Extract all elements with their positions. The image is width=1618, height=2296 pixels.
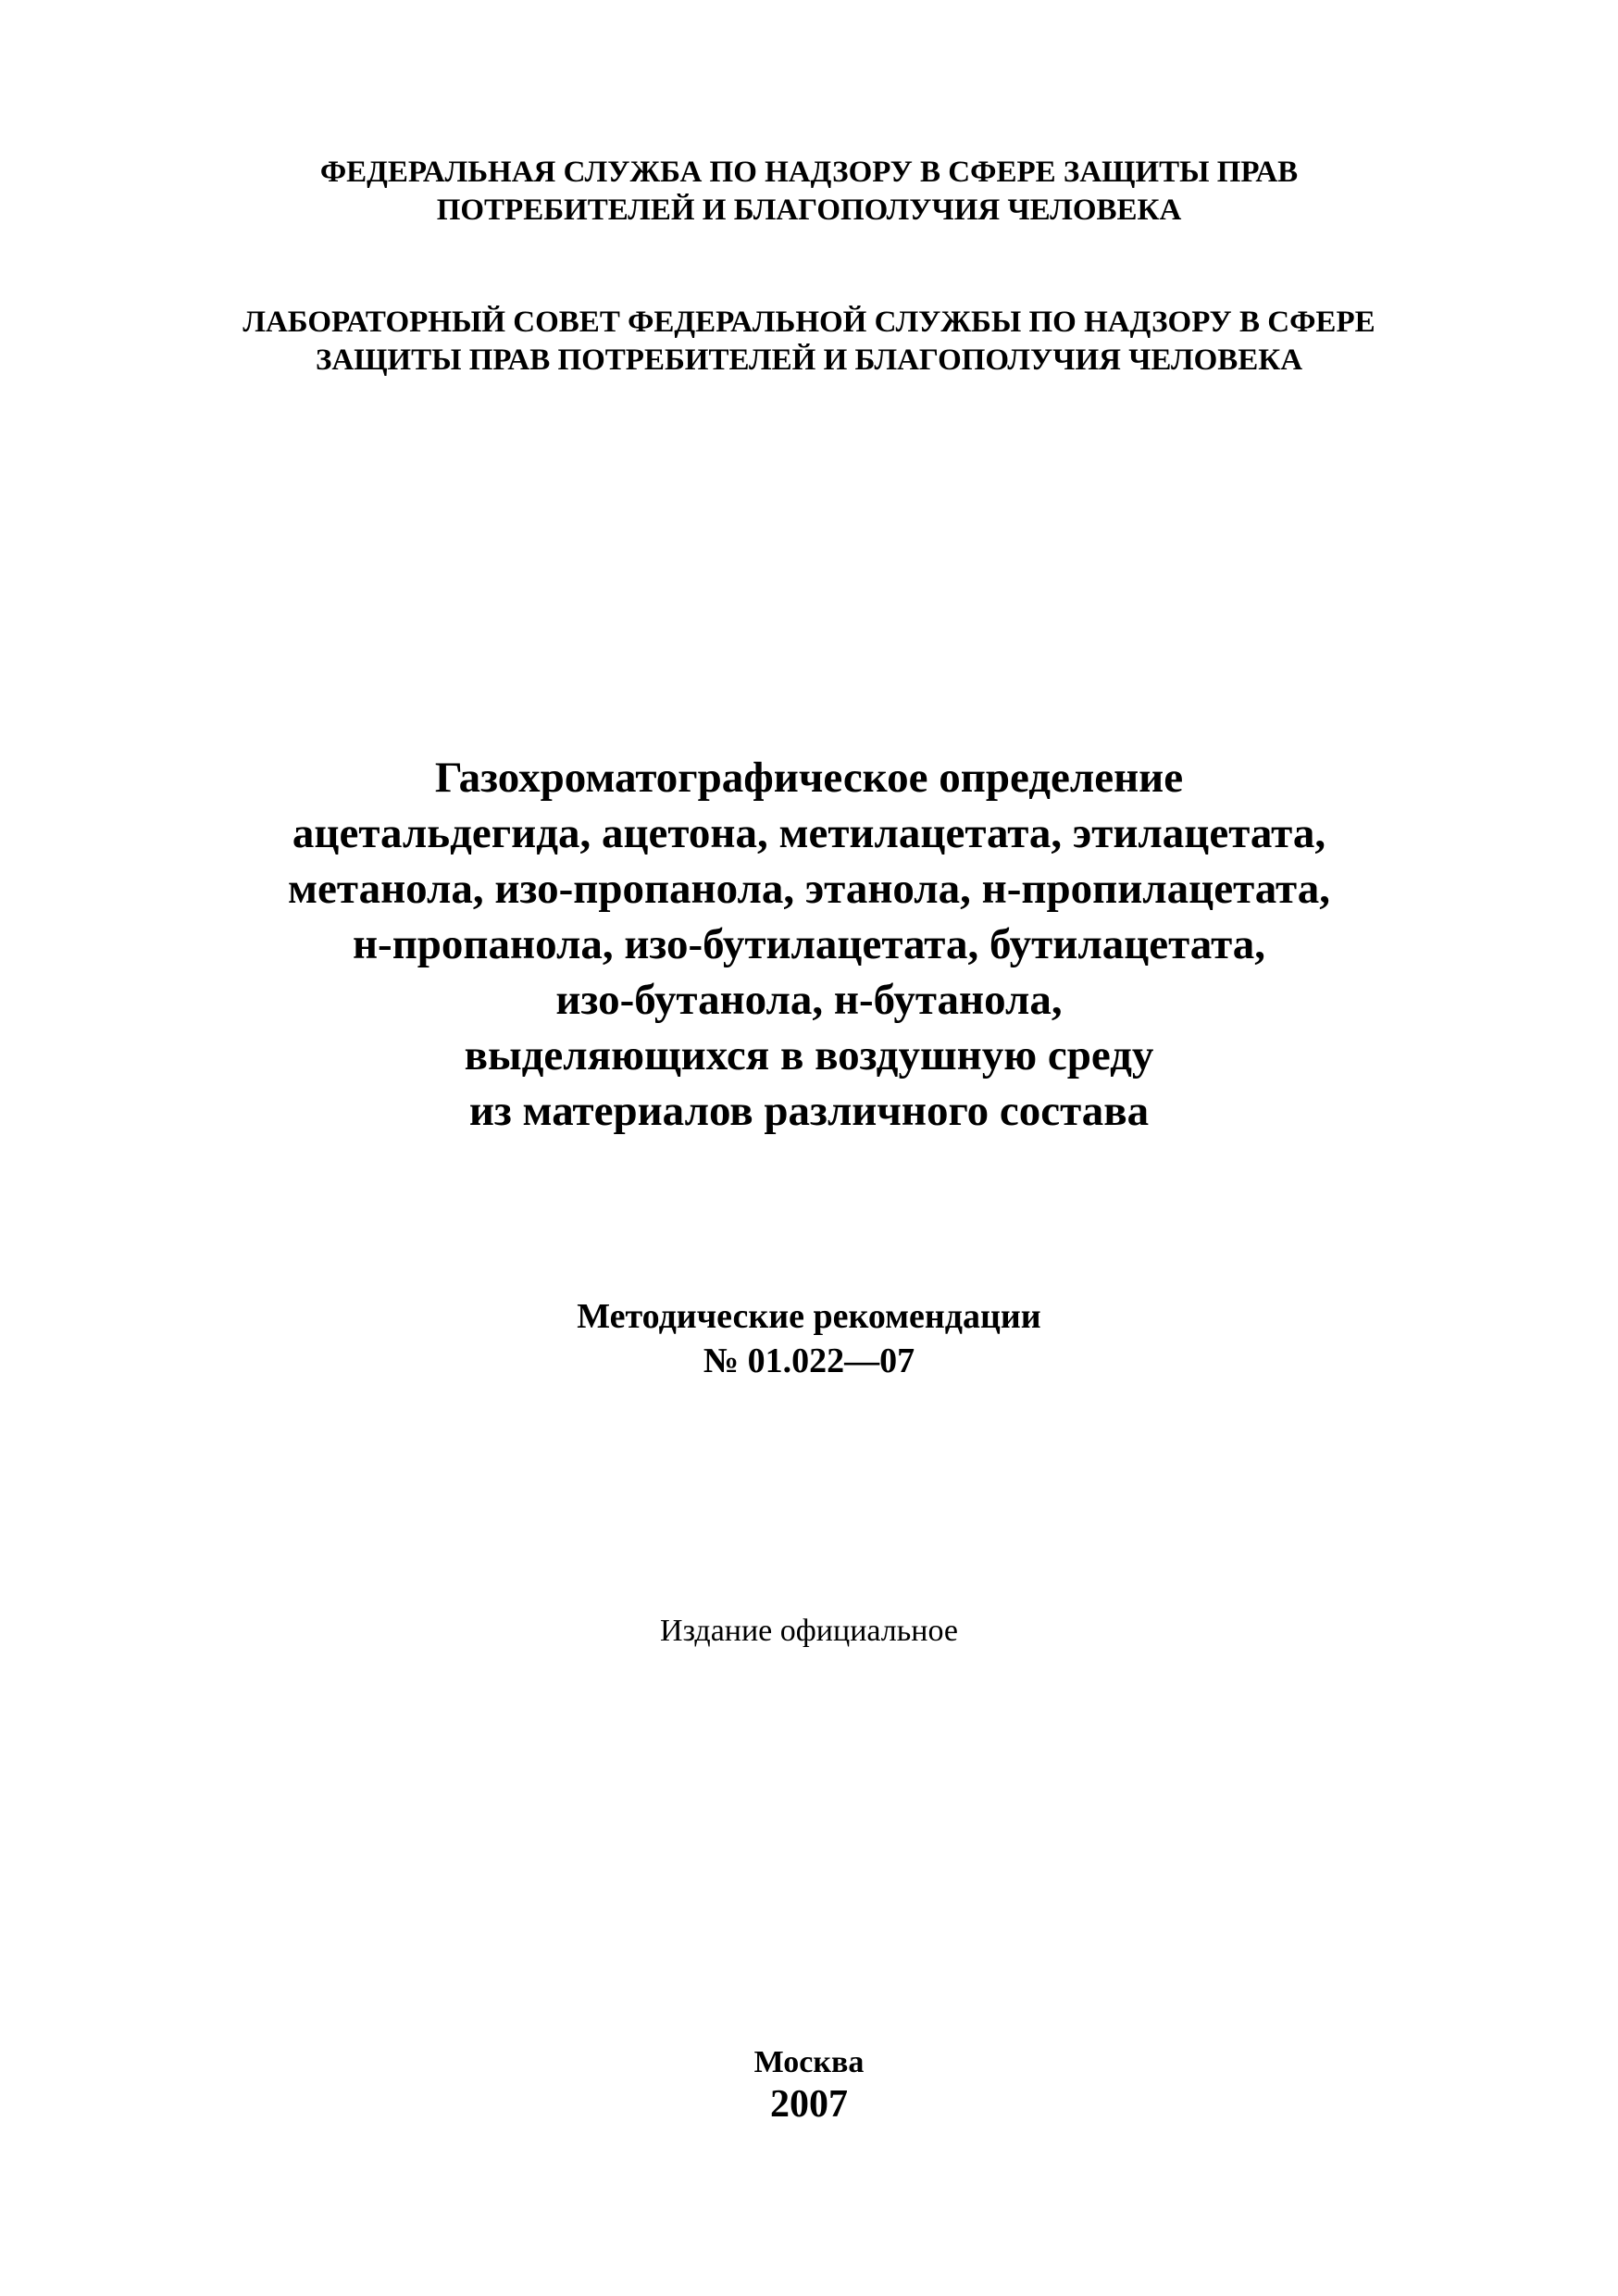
recommendation-block [0, 1294, 1618, 1383]
agency-heading-line-2: ПОТРЕБИТЕЛЕЙ И БЛАГОПОЛУЧИЯ ЧЕЛОВЕКА [436, 193, 1182, 227]
publication-city [0, 2044, 1618, 2081]
council-heading-line-2: ЗАЩИТЫ ПРАВ ПОТРЕБИТЕЛЕЙ И БЛАГОПОЛУЧИЯ ЧЕЛОВЕКА [315, 343, 1303, 377]
title-line-4: н-пропанола, изо-бутилацетата, бутилацетата, [352, 920, 1266, 968]
title-line-6: выделяющихся в воздушную среду [464, 1031, 1154, 1079]
agency-heading [0, 154, 1618, 230]
title-line-2: ацетальдегида, ацетона, метилацетата, этилацетата, [292, 809, 1326, 857]
city-text: Москва [753, 2045, 865, 2079]
title-line-1: Газохроматографическое определение [434, 754, 1184, 802]
recommendation-number: № 01.022—07 [703, 1341, 915, 1380]
title-line-5: изо-бутанола, н-бутанола, [555, 976, 1063, 1024]
council-heading-line-1: ЛАБОРАТОРНЫЙ СОВЕТ ФЕДЕРАЛЬНОЙ СЛУЖБЫ ПО НАДЗОРУ В СФЕРЕ [243, 306, 1375, 339]
year-text: 2007 [770, 2083, 848, 2126]
edition-label [0, 1612, 1618, 1651]
publication-year [0, 2082, 1618, 2127]
document-title [0, 750, 1618, 1139]
edition-text: Издание официальное [660, 1614, 958, 1648]
council-heading [0, 304, 1618, 380]
recommendation-type: Методические рекомендации [577, 1297, 1041, 1336]
title-line-3: метанола, изо-пропанола, этанола, н-пропилацетата, [288, 865, 1330, 913]
agency-heading-line-1: ФЕДЕРАЛЬНАЯ СЛУЖБА ПО НАДЗОРУ В СФЕРЕ ЗАЩИТЫ ПРАВ [319, 156, 1299, 189]
title-line-7: из материалов различного состава [468, 1087, 1150, 1135]
